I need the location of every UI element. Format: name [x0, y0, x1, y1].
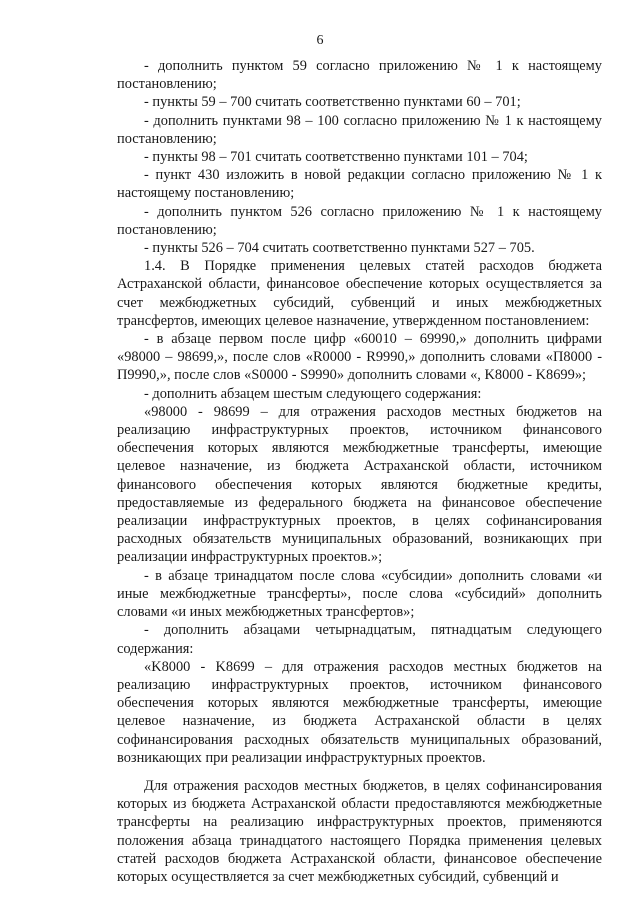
list-item-add-14-15-paragraphs: - дополнить абзацами четырнадцатым, пятнадцатым следующего содержания: — [117, 622, 602, 657]
list-item-renumber-59-700: - пункты 59 – 700 считать соответственно пунктами 60 – 701; — [144, 94, 521, 111]
page-number: 6 — [316, 33, 324, 48]
list-item-add-points-98-100: - дополнить пунктами 98 – 100 согласно приложению № 1 к настоящему постановлению; — [117, 112, 602, 147]
quote-k8000-k8699: «K8000 - K8699 – для отражения расходов местных бюджетов на реализацию инфраструктурных проектов, источником финансового обеспечения которых являются межбюджетные трансферты, имеющие целевое назначение, из бюджета Астраханской области в целях софинансирования расходных обязательств муниципальных образований, возникающих при реализации инфраструктурных проектов. — [117, 658, 602, 766]
document-body — [117, 57, 602, 886]
list-item-add-point-526: - дополнить пунктом 526 согласно приложению № 1 к настоящему постановлению; — [117, 203, 602, 238]
list-item-add-point-59: - дополнить пунктом 59 согласно приложению № 1 к настоящему постановлению; — [117, 58, 602, 93]
list-item-first-paragraph-edit: - в абзаце первом после цифр «60010 – 69990,» дополнить цифрами «98000 – 98699,», после слов «R0000 - R9990,» дополнить словами «П8000 - П9990,», после слов «S0000 - S9990» дополнить словами «, K8000 - K8699»; — [117, 331, 602, 384]
list-item-thirteenth-paragraph-edit: - в абзаце тринадцатом после слова «субсидии» дополнить словами «и иные межбюджетные трансферты», после слова «субсидий» дополнить словами «и иных межбюджетных трансфертов»; — [117, 567, 602, 621]
list-item-renumber-98-701: - пункты 98 – 701 считать соответственно пунктами 101 – 704; — [144, 149, 528, 166]
section-1-4-heading: 1.4. В Порядке применения целевых статей расходов бюджета Астраханской области, финансовое обеспечение которых осуществляется за счет межбюджетных субсидий, субвенций и иных межбюджетных трансфертов, имеющих целевое назначение, утвержденном постановлением: — [117, 258, 602, 329]
list-item-point-430: - пункт 430 изложить в новой редакции согласно приложению № 1 к настоящему постановлению; — [117, 167, 602, 202]
list-item-renumber-526-704: - пункты 526 – 704 считать соответственно пунктами 527 – 705. — [144, 240, 535, 257]
quote-98000-98699: «98000 - 98699 – для отражения расходов местных бюджетов на реализацию инфраструктурных проектов, источником финансового обеспечения которых являются межбюджетные трансферты, имеющие целевое назначение, из бюджета Астраханской области, источником финансового обеспечения которых являются бюджетные кредиты, предоставляемые из федерального бюджета на финансовое обеспечение реализации инфраструктурных проектов, в целях софинансирования расходных обязательств муниципальных образований, возникающих при реализации инфраструктурных проектов.»; — [117, 403, 602, 566]
paragraph-cofinancing: Для отражения расходов местных бюджетов, в целях софинансирования которых из бюджета Астраханской области предоставляются межбюджетные трансферты на реализацию инфраструктурных проектов, применяются положения абзаца тринадцатого настоящего Порядка применения целевых статей расходов бюджета Астраханской области, финансовое обеспечение которых осуществляется за счет межбюджетных субсидий, субвенций и — [117, 777, 602, 885]
list-item-add-sixth-paragraph: - дополнить абзацем шестым следующего содержания: — [144, 385, 482, 402]
